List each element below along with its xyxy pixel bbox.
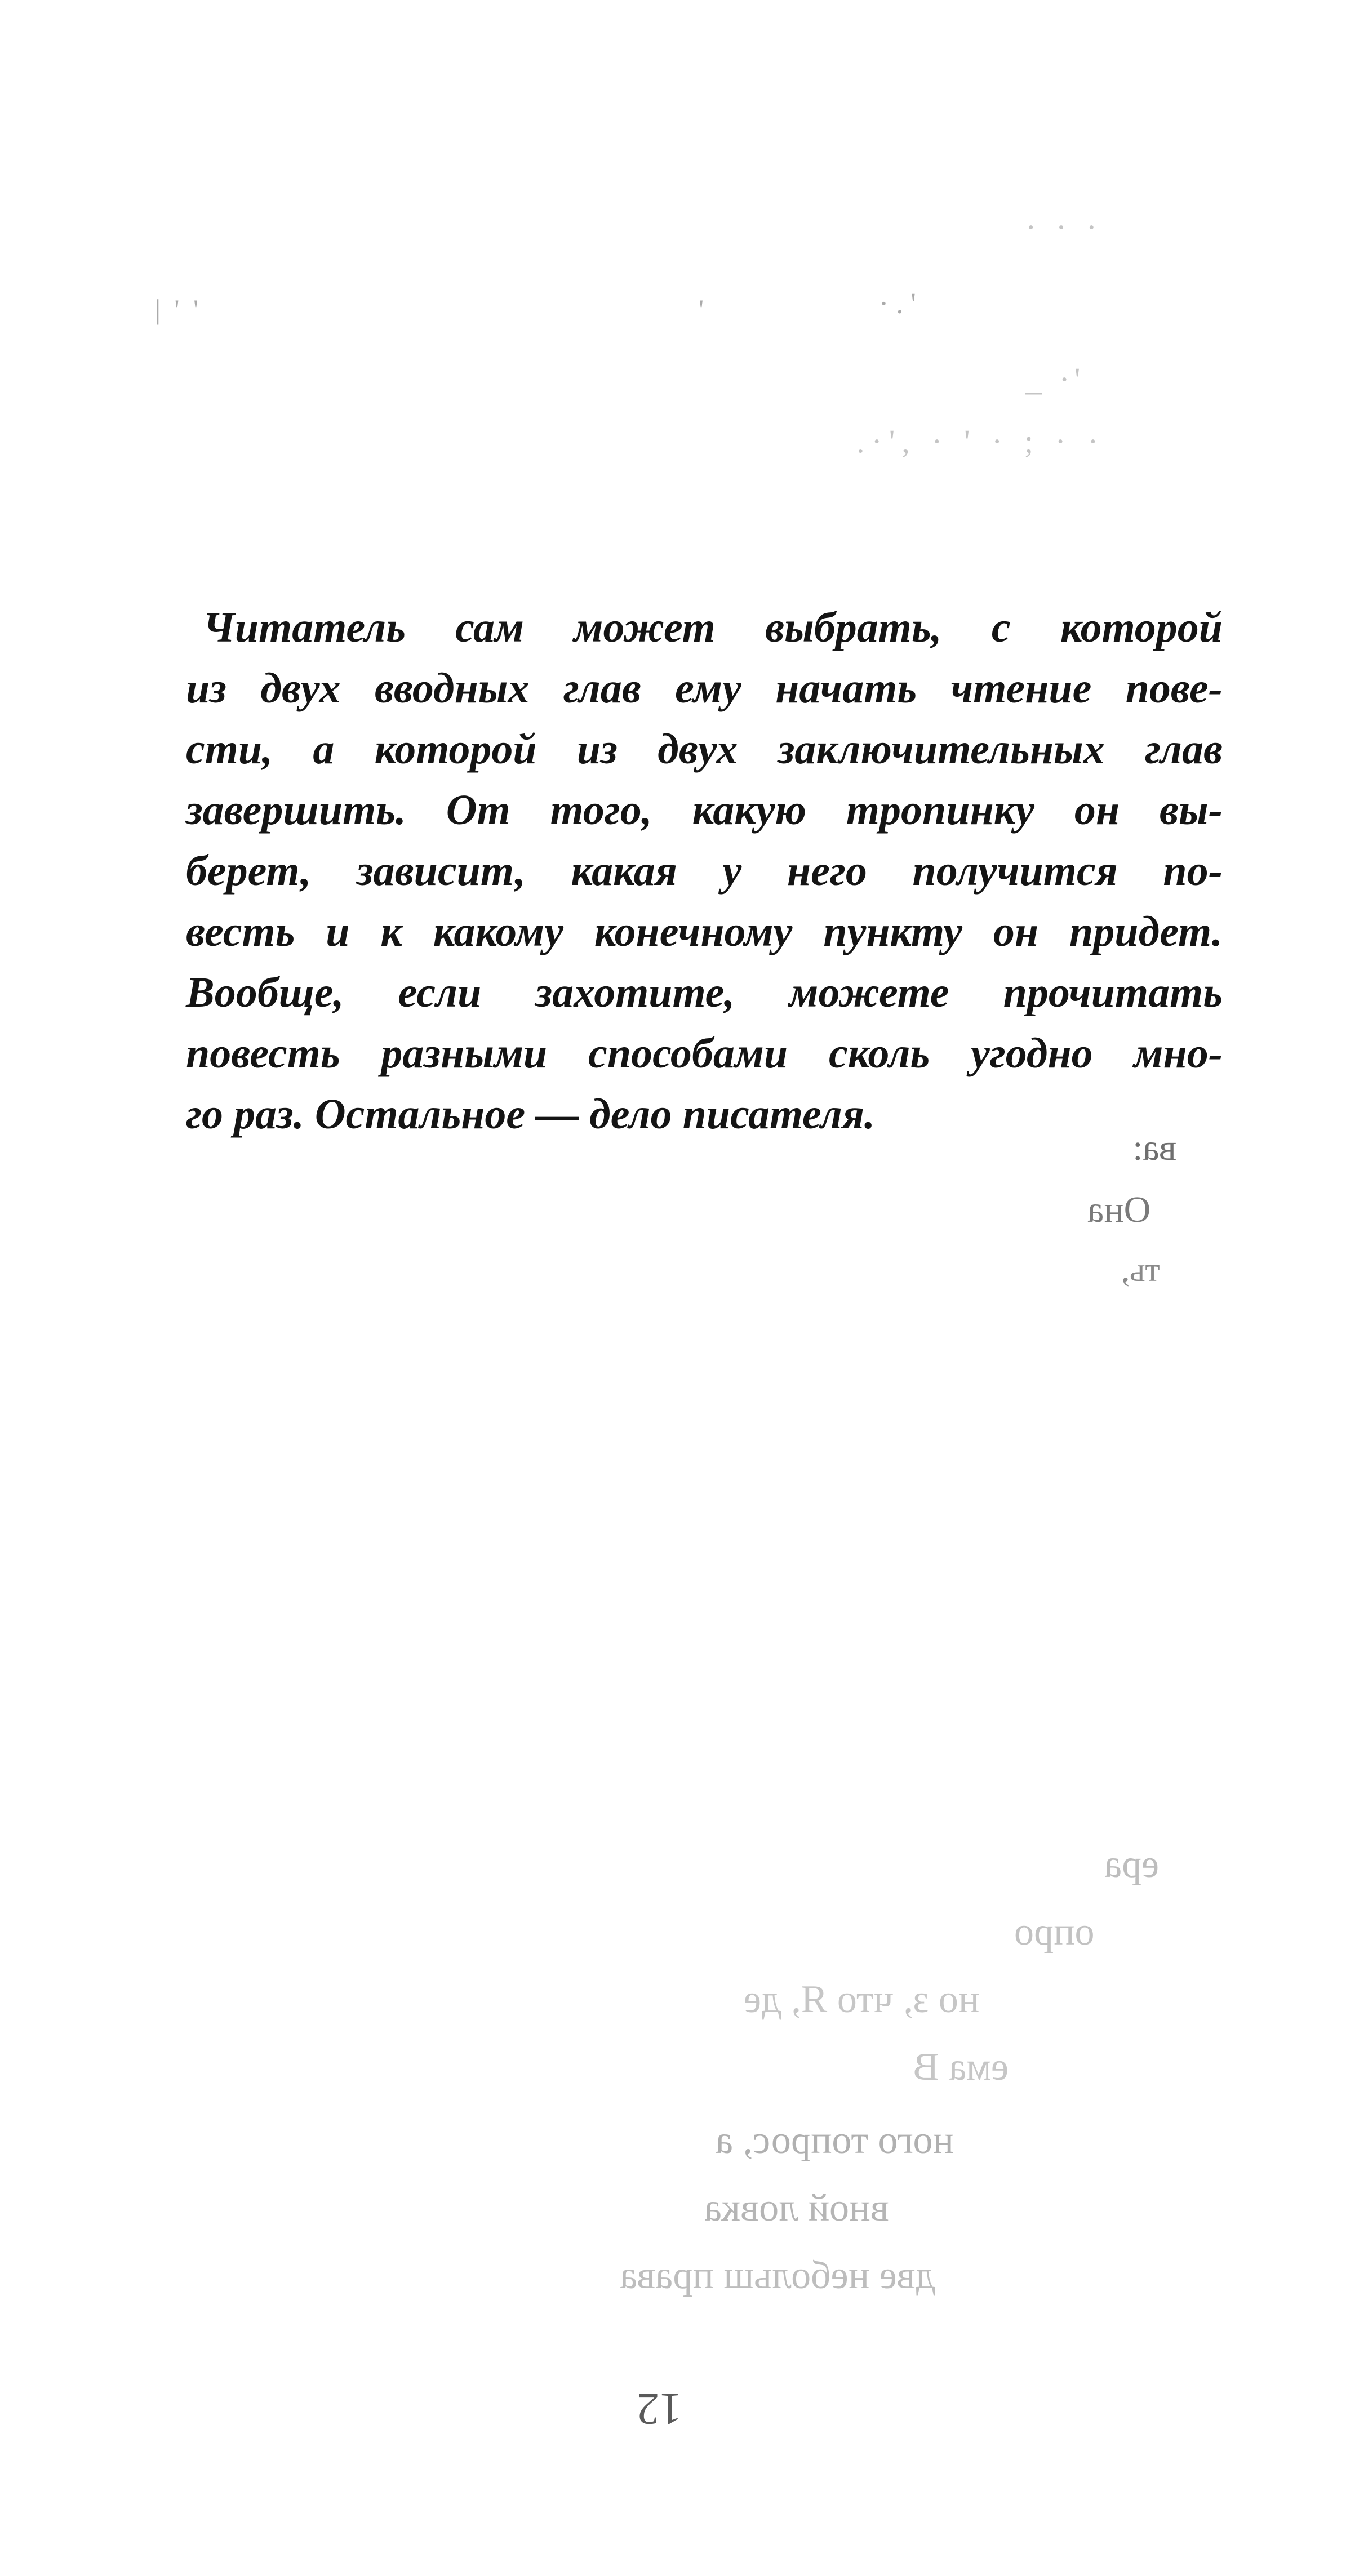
paragraph-line: Вообще, если захотите, можете прочитать	[186, 969, 1223, 1016]
bleed-through-mark: · . '	[879, 288, 916, 320]
paragraph-line: весть и к какому конечному пункту он придет.	[186, 908, 1223, 955]
paragraph-line: из двух вводных глав ему начать чтение пове-	[186, 665, 1223, 712]
bleed-through-text: вной ловка	[704, 2186, 889, 2230]
paragraph-line: берет, зависит, какая у него получится по-	[186, 847, 1223, 895]
bleed-through-mark: | ' '	[155, 293, 202, 325]
bleed-through-text: ема В	[913, 2045, 1009, 2089]
bleed-through-text: опро	[1014, 1910, 1095, 1954]
paragraph-line: го раз. Остальное — дело писателя.	[186, 1091, 876, 1138]
page-number: 12	[637, 2384, 682, 2433]
bleed-through-text: ть,	[1121, 1251, 1160, 1288]
paragraph-line: Читатель сам может выбрать, с которой	[203, 604, 1223, 651]
bleed-through-mark: .·', · ' · ; · ·	[856, 423, 1105, 460]
bleed-through-text: Она	[1087, 1189, 1151, 1230]
paragraph-line: сти, а которой из двух заключительных глав	[186, 726, 1223, 773]
bleed-through-text: но з, что Я, де	[744, 1978, 980, 2021]
bleed-through-text: ера	[1104, 1843, 1160, 1886]
bleed-through-text: две небольш права	[620, 2254, 936, 2297]
bleed-through-mark: '	[699, 293, 704, 325]
bleed-through-mark: · · ·	[1025, 209, 1103, 246]
bleed-through-text: ного топрос, а	[716, 2119, 954, 2162]
paragraph-line: повесть разными способами сколь угодно мно-	[186, 1030, 1223, 1077]
bleed-through-text: ва:	[1132, 1127, 1176, 1168]
paragraph-line: завершить. От того, какую тропинку он вы-	[186, 786, 1223, 834]
bleed-through-mark: _ ·'	[1025, 361, 1085, 398]
main-paragraph	[186, 597, 1223, 1145]
